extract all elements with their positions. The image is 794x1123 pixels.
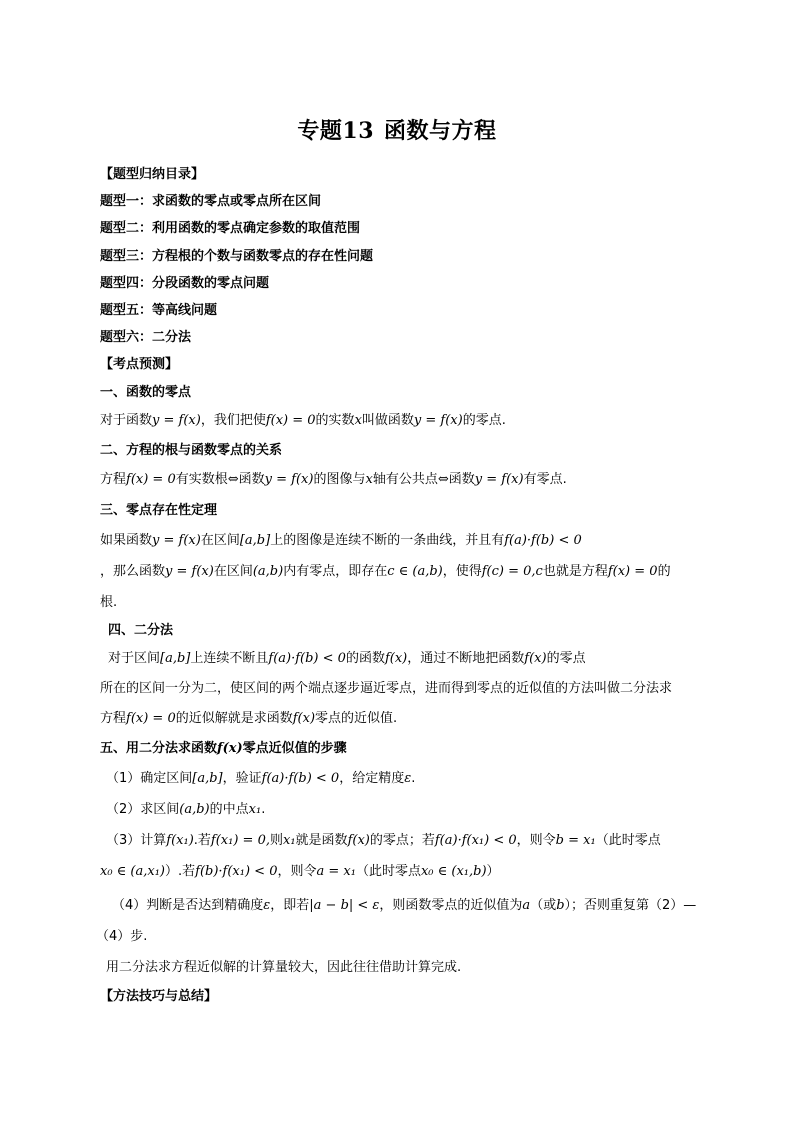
- note-line: 用二分法求方程近似解的计算量较大，因此往往借助计算完成.: [106, 960, 462, 975]
- section-heading: 三、零点存在性定理: [100, 503, 218, 518]
- section-heading: 一、函数的零点: [100, 385, 192, 400]
- paragraph-line: 对于函数y = f(x)，我们把使f(x) = 0的实数x叫做函数y = f(x)的零点.: [100, 413, 506, 428]
- step-line: （4）判断是否达到精确度ε，即若|a − b| < ε，则函数零点的近似值为a（或b）；否则重复第（2）—: [112, 898, 697, 913]
- section-heading: 四、二分法: [108, 623, 174, 638]
- step-line: （4）步.: [96, 929, 148, 944]
- forecast-heading: 【考点预测】: [100, 357, 179, 372]
- toc-item: 题型四：分段函数的零点问题: [100, 276, 270, 291]
- page-title: 专题13 函数与方程: [297, 118, 497, 144]
- paragraph-line: 根.: [100, 595, 118, 610]
- toc-item: 题型五：等高线问题: [100, 303, 218, 318]
- step-line: （3）计算f(x₁).若f(x₁) = 0,则x₁就是函数f(x)的零点；若f(a)·f(x₁) < 0，则令b = x₁（此时零点: [106, 833, 661, 848]
- paragraph-line: 方程f(x) = 0的近似解就是求函数f(x)零点的近似值.: [100, 711, 398, 726]
- toc-heading: 【题型归纳目录】: [100, 167, 205, 182]
- step-line: （2）求区间(a,b)的中点x₁.: [106, 802, 266, 817]
- paragraph-line: ，那么函数y = f(x)在区间(a,b)内有零点，即存在c ∈ (a,b)，使得f(c) = 0,c也就是方程f(x) = 0的: [100, 564, 671, 579]
- toc-item: 题型一：求函数的零点或零点所在区间: [100, 194, 322, 209]
- paragraph-line: 方程f(x) = 0有实数根⇔函数y = f(x)的图像与x轴有公共点⇔函数y = f(x)有零点.: [100, 472, 567, 487]
- paragraph-line: 如果函数y = f(x)在区间[a,b]上的图像是连续不断的一条曲线，并且有f(a)·f(b) < 0: [100, 533, 582, 548]
- step-line: x₀ ∈ (a,x₁)）.若f(b)·f(x₁) < 0，则令a = x₁（此时零点x₀ ∈ (x₁,b)）: [100, 864, 500, 879]
- toc-item: 题型二：利用函数的零点确定参数的取值范围: [100, 221, 361, 236]
- paragraph-line: 所在的区间一分为二，使区间的两个端点逐步逼近零点，进而得到零点的近似值的方法叫做二分法求: [100, 681, 673, 696]
- section-heading: 五、用二分法求函数f(x)零点近似值的步骤: [100, 741, 347, 756]
- method-heading: 【方法技巧与总结】: [100, 989, 218, 1004]
- toc-item: 题型三：方程根的个数与函数零点的存在性问题: [100, 249, 374, 264]
- section-heading: 二、方程的根与函数零点的关系: [100, 443, 283, 458]
- paragraph-line: 对于区间[a,b]上连续不断且f(a)·f(b) < 0的函数f(x)，通过不断地把函数f(x)的零点: [108, 651, 586, 666]
- step-line: （1）确定区间[a,b]，验证f(a)·f(b) < 0，给定精度ε.: [106, 771, 416, 786]
- toc-item: 题型六：二分法: [100, 330, 192, 345]
